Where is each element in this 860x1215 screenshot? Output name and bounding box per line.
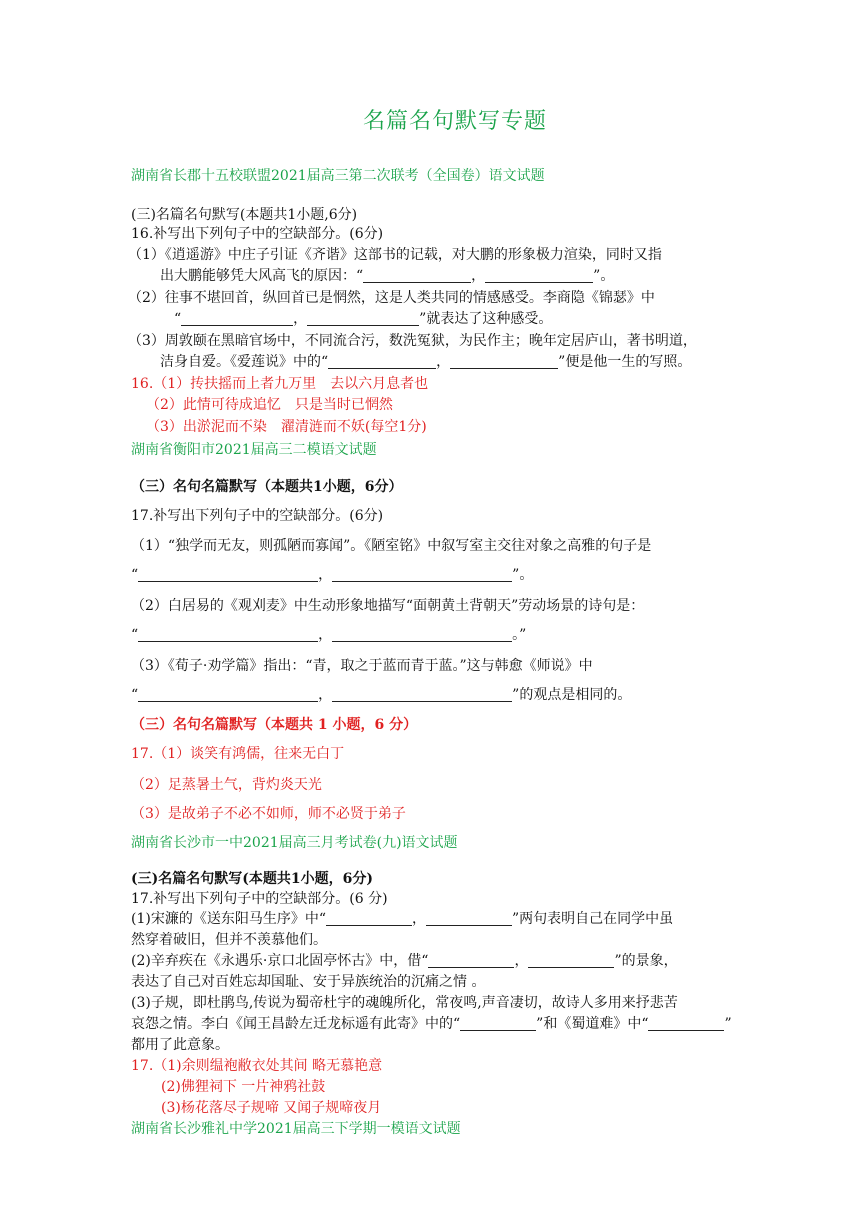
answer-16-3: （3）出淤泥而不染 濯清涟而不妖(每空1分) [146,419,427,435]
blank [528,953,614,968]
q17b-item-1-line-2: 然穿着破旧，但并不羡慕他们。 [131,932,327,948]
answer-17b-3: (3)杨花落尽子规啼 又闻子规啼夜月 [161,1100,382,1116]
blank [363,268,471,283]
q17-item-1-line-1: （1）“独学而无友，则孤陋而寡闻”。《陋室铭》中叙写室主交往对象之高雅的句子是 [131,538,652,554]
section-header-3: (三)名篇名句默写(本题共1小题，6分) [131,871,373,887]
q16-item-2-line-1: （2）往事不堪回首，纵回首已是惘然，这是人类共同的情感感受。李商隐《锦瑟》中 [128,290,655,306]
source-heading-1: 湖南省长郡十五校联盟2021届高三第二次联考（全国卷）语文试题 [131,168,545,184]
section-header-1: (三)名篇名句默写(本题共1小题,6分) [131,207,358,223]
blank [326,911,412,926]
q17-item-2-line-2: “ ， 。” [131,627,527,643]
q17b-item-3-line-3: 都用了此意象。 [131,1037,229,1053]
blank [138,687,318,702]
q17-item-3-line-2: “ ， ”的观点是相同的。 [131,687,632,703]
q17-item-2-line-1: （2）白居易的《观刈麦》中生动形象地描写“面朝黄土背朝天”劳动场景的诗句是： [131,598,645,614]
source-heading-3: 湖南省长沙市一中2021届高三月考试卷(九)语文试题 [131,835,458,851]
blank [485,268,593,283]
section-header-2: （三）名句名篇默写（本题共1小题，6分） [131,479,403,495]
blank [426,911,512,926]
q16-item-1-line-2: 出大鹏能够凭大风高飞的原因：“ ， ”。 [160,268,615,284]
q16-item-2-line-2: “ ， ”就表达了这种感受。 [174,311,553,327]
question-17-b: 17.补写出下列句子中的空缺部分。(6 分) [131,891,388,907]
q17b-item-2-line-1: (2)辛弃疾在《永遇乐·京口北固亭怀古》中，借“ ， ”的景象， [131,953,678,969]
answer-16-1: 16.（1）抟扶摇而上者九万里 去以六月息者也 [131,376,429,392]
q17b-item-2-line-2: 表达了自己对百姓忘却国耻、安于异族统治的沉痛之情 。 [131,974,486,990]
q17b-item-3-line-2: 哀怨之情。李白《闻王昌龄左迁龙标遥有此寄》中的“ ”和《蜀道难》中“ ” [131,1016,732,1032]
source-heading-2: 湖南省衡阳市2021届高三二模语文试题 [131,442,377,458]
answer-17-1: 17.（1）谈笑有鸿儒，往来无白丁 [131,746,345,762]
blank [332,687,512,702]
q16-item-3-line-2: 洁身自爱。《爱莲说》中的“ ， ”便是他一生的写照。 [160,354,692,370]
blank [307,311,419,326]
blank [181,311,293,326]
blank [332,567,512,582]
page-title: 名篇名句默写专题 [362,109,547,134]
answer-17-3: （3）是故弟子不必不如师，师不必贤于弟子 [131,806,406,822]
answer-16-2: （2）此情可待成追忆 只是当时已惘然 [146,397,393,413]
answer-17b-1: 17.（1)余则缊袍敝衣处其间 略无慕艳意 [131,1058,383,1074]
blank [138,627,318,642]
answer-17b-2: (2)佛狸祠下 一片神鸦社鼓 [161,1079,326,1095]
q17b-item-1-line-1: (1)宋濂的《送东阳马生序》中“ ， ”两句表明自己在同学中虽 [131,911,674,927]
blank [450,354,558,369]
q17-item-1-line-2: “ ， ”。 [131,567,534,583]
blank [138,567,318,582]
blank [648,1016,724,1031]
blank [332,627,512,642]
q17-item-3-line-1: （3）《荀子·劝学篇》指出：“青，取之于蓝而青于蓝。”这与韩愈《师说》中 [131,658,593,674]
q16-item-1-line-1: （1）《逍遥游》中庄子引证《齐谐》这部书的记载，对大鹏的形象极力渲染，同时又指 [128,247,662,263]
q17b-item-3-line-1: (3)子规，即杜鹃鸟,传说为蜀帝杜宇的魂魄所化，常夜鸣,声音凄切，故诗人多用来抒悲苦 [131,995,678,1011]
blank [460,1016,536,1031]
q16-item-3-line-1: （3）周敦颐在黑暗官场中，不同流合污，数洗冤狱，为民作主；晚年定居庐山，著书明道， [128,333,697,349]
answer-17-2: （2）足蒸暑土气，背灼炎天光 [131,777,322,793]
blank [428,953,514,968]
answer-header-2: （三）名句名篇默写（本题共 1 小题，6 分） [131,717,418,733]
blank [328,354,436,369]
source-heading-4: 湖南省长沙雅礼中学2021届高三下学期一模语文试题 [131,1121,461,1137]
question-17: 17.补写出下列句子中的空缺部分。(6分) [131,508,384,524]
question-16: 16.补写出下列句子中的空缺部分。(6分) [131,226,384,242]
